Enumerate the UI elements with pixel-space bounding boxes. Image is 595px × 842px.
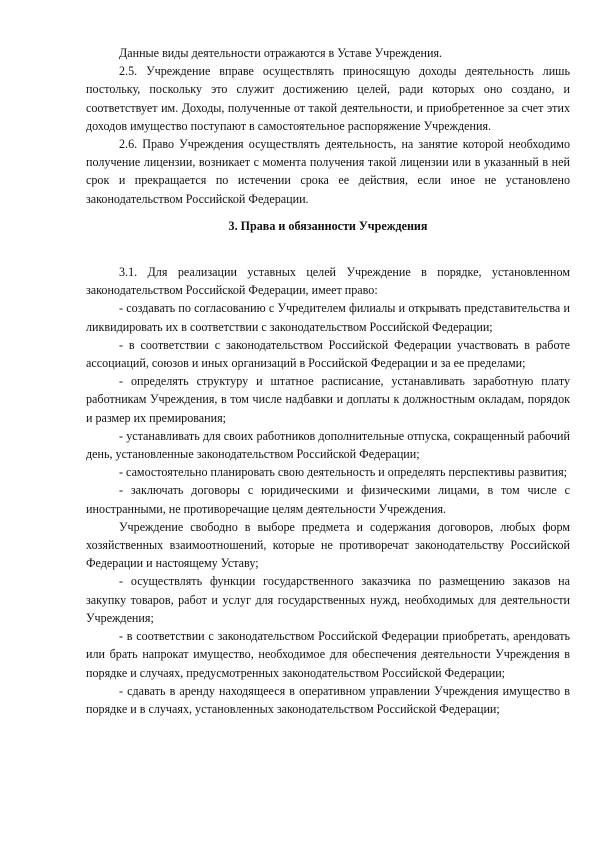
list-item-branches: - создавать по согласованию с Учредителем филиалы и открывать представительства и ликвидировать их в соответствии с законодательством Российской Федерации; [86, 301, 570, 334]
list-item-contracts: - заключать договоры с юридическими и физическими лицами, в том числе с иностранными, не противоречащие целям деятельности Учреждения. [86, 483, 570, 516]
paragraph-contract-freedom: Учреждение свободно в выборе предмета и содержания договоров, любых форм хозяйственных взаимоотношений, которые не противоречат законодательству Российской Федерации и настоящему Уставу; [86, 519, 570, 571]
paragraph-2-6: 2.6. Право Учреждения осуществлять деятельность, на занятие которой необходимо получение лицензии, возникает с момента получения такой лицензии или в указанный в ней срок и прекращается по истечении срока ее действия, если иное не установлено законодательством Российской Федерации. [86, 137, 570, 206]
section-heading: 3. Права и обязанности Учреждения [228, 218, 428, 233]
list-item-property-acquisition: - в соответствии с законодательством Российской Федерации приобретать, арендовать или брать напрокат имущество, необходимое для обеспечения деятельности Учреждения в порядке и случаях, предусмотренных законодательством Российской Федерации; [86, 629, 570, 680]
list-item-associations: - в соответствии с законодательством Российской Федерации участвовать в работе ассоциаций, союзов и иных организаций в Российской Федерации и за ее пределами; [86, 337, 570, 371]
document-page [86, 44, 570, 718]
paragraph-2-5: 2.5. Учреждение вправе осуществлять приносящую доходы деятельность лишь постольку, поскольку это служит достижению целей, ради которых оно создано, и соответствует им. Доходы, полученные от такой деятельности, и приобретенное за счет этих доходов имущество поступают в самостоятельное распоряжение Учреждения. [86, 64, 570, 133]
list-item-state-customer: - осуществлять функции государственного заказчика по размещению заказов на закупку товаров, работ и услуг для государственных нужд, необходимых для деятельности Учреждения; [86, 574, 570, 625]
list-item-property-lease: - сдавать в аренду находящееся в оперативном управлении Учреждения имущество в порядке и в случаях, установленных законодательством Российской Федерации; [86, 683, 570, 716]
list-item-vacations: - устанавливать для своих работников дополнительные отпуска, сокращенный рабочий день, установленные законодательством Российской Федерации; [86, 428, 570, 462]
paragraph-3-1: 3.1. Для реализации уставных целей Учреждение в порядке, установленном законодательством Российской Федерации, имеет право: [86, 265, 570, 298]
list-item-planning: - самостоятельно планировать свою деятельность и определять перспективы развития; [119, 465, 567, 480]
paragraph-activity-types: Данные виды деятельности отражаются в Уставе Учреждения. [119, 46, 443, 60]
list-item-staff-structure: - определять структуру и штатное расписание, устанавливать заработную плату работникам Учреждения, в том числе надбавки и доплаты к должностным окладам, порядок и размер их премирования; [86, 374, 570, 425]
